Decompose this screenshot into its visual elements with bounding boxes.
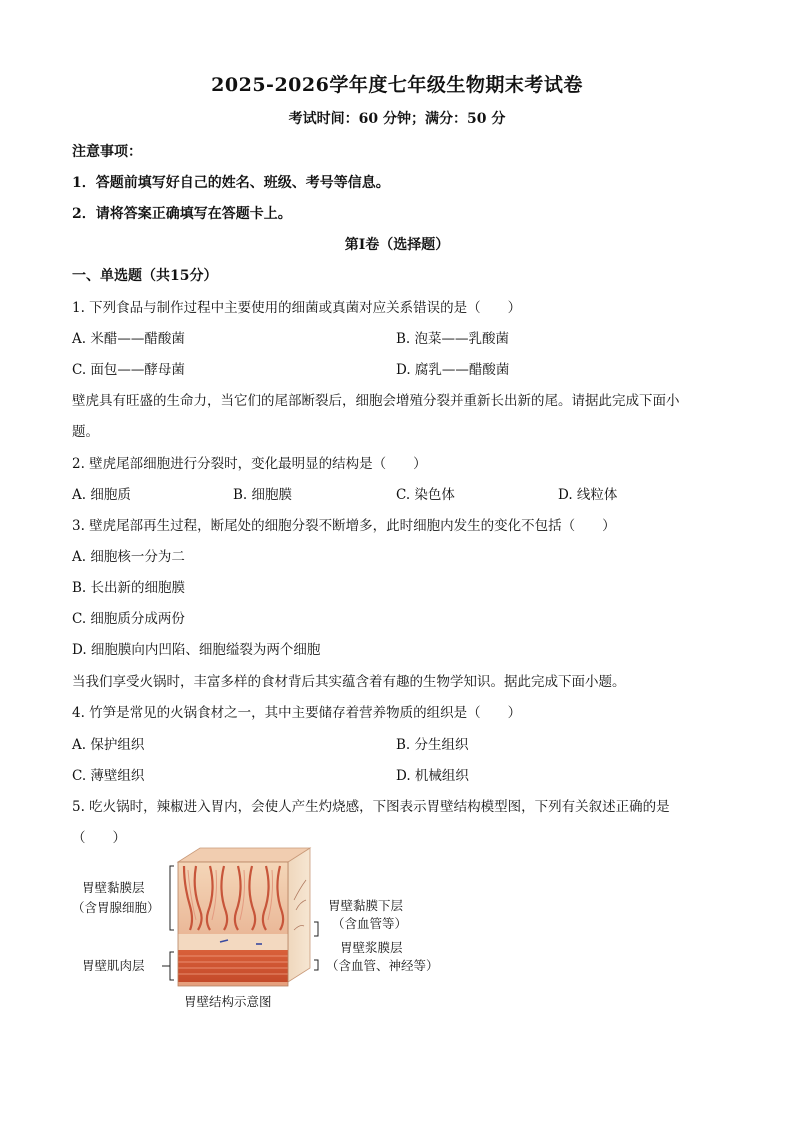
q4-option-a: A. 保护组织	[72, 737, 145, 753]
q2-option-a: A. 细胞质	[72, 487, 131, 503]
q3-stem: 3. 壁虎尾部再生过程，断尾处的细胞分裂不断增多，此时细胞内发生的变化不包括（ ）	[72, 518, 616, 534]
q3-option-a: A. 细胞核一分为二	[72, 549, 185, 565]
q2-option-d: D. 线粒体	[558, 487, 618, 503]
q4-stem: 4. 竹笋是常见的火锅食材之一，其中主要储存着营养物质的组织是（ ）	[72, 705, 522, 721]
label-submucosa: 胃壁黏膜下层	[328, 898, 404, 913]
label-serosa-note: （含血管、神经等）	[326, 958, 439, 973]
label-mucosa-note: （含胃腺细胞）	[72, 900, 160, 915]
label-submucosa-note: （含血管等）	[332, 916, 408, 931]
q1-option-a: A. 米醋——醋酸菌	[72, 331, 185, 347]
q2-option-c: C. 染色体	[396, 487, 455, 503]
q1-option-c: C. 面包——酵母菌	[72, 362, 185, 378]
q2-stem: 2. 壁虎尾部细胞进行分裂时，变化最明显的结构是（ ）	[72, 456, 427, 472]
label-mucosa: 胃壁黏膜层	[82, 880, 145, 895]
q5-stem-line1: 5. 吃火锅时，辣椒进入胃内，会使人产生灼烧感，下图表示胃壁结构模型图，下列有关叙述正确的是	[72, 799, 670, 815]
block-side-face	[288, 848, 310, 982]
passage1-line2: 题。	[72, 424, 99, 440]
passage2-line1: 当我们享受火锅时，丰富多样的食材背后其实蕴含着有趣的生物学知识。据此完成下面小题。	[72, 674, 626, 690]
q2-option-b: B. 细胞膜	[233, 487, 293, 503]
q4-option-d: D. 机械组织	[396, 768, 469, 784]
submucosa-layer	[178, 934, 288, 950]
q3-option-b: B. 长出新的细胞膜	[72, 580, 186, 596]
q1-stem: 1. 下列食品与制作过程中主要使用的细菌或真菌对应关系错误的是（ ）	[72, 300, 522, 316]
block-top-face	[178, 848, 310, 862]
figure-caption: 胃壁结构示意图	[184, 994, 272, 1009]
q4-option-b: B. 分生组织	[396, 737, 469, 753]
q4-option-c: C. 薄壁组织	[72, 768, 145, 784]
label-serosa: 胃壁浆膜层	[340, 940, 403, 955]
q1-option-b: B. 泡菜——乳酸菌	[396, 331, 510, 347]
part-title: 第Ⅰ卷（选择题）	[344, 237, 450, 253]
stomach-wall-figure	[70, 840, 470, 1020]
notice-heading: 注意事项：	[72, 144, 142, 160]
q1-option-d: D. 腐乳——醋酸菌	[396, 362, 510, 378]
exam-title: 2025-2026学年度七年级生物期末考试卷	[211, 74, 583, 96]
notice-item-1: 1．答题前填写好自己的姓名、班级、考号等信息。	[72, 175, 390, 191]
notice-item-2: 2．请将答案正确填写在答题卡上。	[72, 206, 292, 222]
exam-subtitle: 考试时间：60 分钟；满分：50 分	[288, 111, 506, 127]
q3-option-c: C. 细胞质分成两份	[72, 611, 185, 627]
section-heading: 一、单选题（共15分）	[72, 268, 218, 284]
muscle-layer	[178, 950, 288, 982]
right-brackets	[314, 922, 318, 970]
q5-stem-line2: （ ）	[72, 830, 126, 846]
passage1-line1: 壁虎具有旺盛的生命力，当它们的尾部断裂后，细胞会增殖分裂并重新长出新的尾。请据此完成下面小	[72, 393, 680, 409]
serosa-layer	[178, 982, 288, 986]
left-brackets	[162, 866, 174, 980]
label-muscle: 胃壁肌肉层	[82, 958, 145, 973]
q3-option-d: D. 细胞膜向内凹陷、细胞缢裂为两个细胞	[72, 642, 321, 658]
